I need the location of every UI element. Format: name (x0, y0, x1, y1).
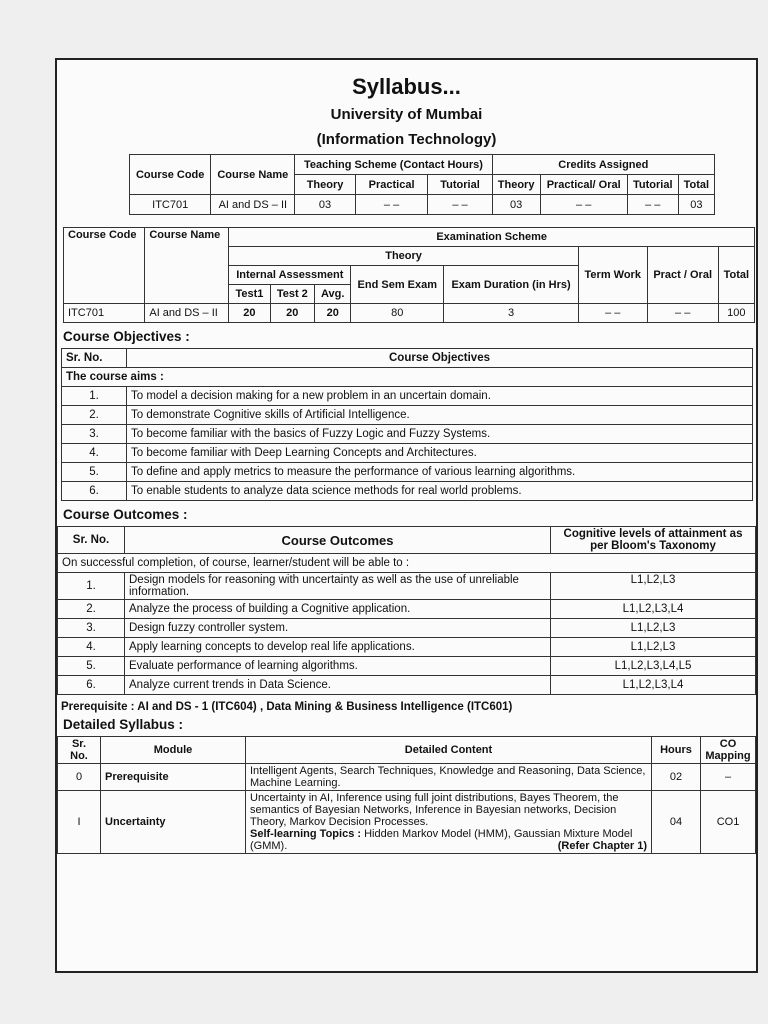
course-outcomes-heading: Course Outcomes : (63, 507, 188, 522)
outcome-level: L1,L2,L3 (551, 573, 756, 600)
objective-no: 1. (62, 387, 127, 406)
list-item (62, 406, 753, 425)
th-cognitive-levels: Cognitive levels of attainment as per Bloom's Taxonomy (551, 527, 756, 554)
outcome-text: Apply learning concepts to develop real life applications. (125, 638, 551, 657)
th-total: Total (718, 247, 754, 304)
cell-test2: 20 (270, 304, 315, 323)
th-credit-tutorial: Tutorial (627, 175, 678, 195)
module-co: CO1 (701, 791, 756, 854)
objective-text: To become familiar with Deep Learning Concepts and Architectures. (127, 444, 753, 463)
outcome-text: Analyze current trends in Data Science. (125, 676, 551, 695)
teaching-scheme-table (129, 154, 715, 215)
objective-no: 4. (62, 444, 127, 463)
th-exam-scheme: Examination Scheme (229, 228, 755, 247)
outcome-text: Analyze the process of building a Cognitive application. (125, 600, 551, 619)
cell-avg: 20 (315, 304, 351, 323)
outcomes-intro: On successful completion, of course, learner/student will be able to : (58, 554, 756, 573)
list-item (58, 657, 756, 676)
th-tutorial: Tutorial (428, 175, 492, 195)
detailed-syllabus-heading: Detailed Syllabus : (63, 717, 184, 732)
self-learning-label: Self-learning Topics : (250, 828, 362, 840)
objective-text: To enable students to analyze data science methods for real world problems. (127, 482, 753, 501)
outcome-no: 1. (58, 573, 125, 600)
list-item (62, 482, 753, 501)
department-name: (Information Technology) (316, 131, 497, 148)
th-credit-theory: Theory (492, 175, 540, 195)
objective-no: 6. (62, 482, 127, 501)
cell-credit-tutorial: – – (627, 195, 678, 215)
list-item (58, 638, 756, 657)
list-item (62, 444, 753, 463)
outcome-level: L1,L2,L3 (551, 638, 756, 657)
th-course-code: Course Code (64, 228, 145, 304)
th-duration: Exam Duration (in Hrs) (444, 266, 579, 304)
cell-practical: – – (355, 195, 428, 215)
th-test2: Test 2 (270, 285, 315, 304)
module-name: Prerequisite (101, 764, 246, 791)
th-teaching-scheme: Teaching Scheme (Contact Hours) (295, 155, 492, 175)
th-term-work: Term Work (578, 247, 647, 304)
outcome-level: L1,L2,L3 (551, 619, 756, 638)
cell-code: ITC701 (64, 304, 145, 323)
outcome-level: L1,L2,L3,L4 (551, 600, 756, 619)
outcome-text: Design fuzzy controller system. (125, 619, 551, 638)
objective-no: 2. (62, 406, 127, 425)
th-course-code: Course Code (130, 155, 211, 195)
objective-text: To demonstrate Cognitive skills of Artificial Intelligence. (127, 406, 753, 425)
th-sr-no: Sr. No. (62, 349, 127, 368)
th-credits-assigned: Credits Assigned (492, 155, 714, 175)
th-credit-total: Total (678, 175, 714, 195)
self-learning-text: Hidden Markov Model (HMM), Gaussian Mixture Model (GMM). (250, 828, 633, 852)
module-content-cell (246, 791, 652, 854)
cell-total: 100 (718, 304, 754, 323)
examination-scheme-table (63, 227, 755, 323)
cell-end-sem: 80 (351, 304, 444, 323)
th-module: Module (101, 737, 246, 764)
cell-duration: 3 (444, 304, 579, 323)
list-item (62, 387, 753, 406)
refer-chapter: (Refer Chapter 1) (557, 840, 647, 852)
cell-name: AI and DS – II (211, 195, 295, 215)
th-avg: Avg. (315, 285, 351, 304)
th-course-name: Course Name (211, 155, 295, 195)
cell-tutorial: – – (428, 195, 492, 215)
th-sr-no: Sr. No. (58, 737, 101, 764)
th-course-objectives: Course Objectives (127, 349, 753, 368)
th-sr-no: Sr. No. (58, 527, 125, 554)
outcome-no: 2. (58, 600, 125, 619)
outcome-level: L1,L2,L3,L4 (551, 676, 756, 695)
objective-no: 5. (62, 463, 127, 482)
table-row (64, 304, 755, 323)
course-objectives-heading: Course Objectives : (63, 329, 190, 344)
module-content: Intelligent Agents, Search Techniques, Knowledge and Reasoning, Data Science, Machine Learning. (246, 764, 652, 791)
th-practical: Practical (355, 175, 428, 195)
list-item (58, 600, 756, 619)
outcome-no: 5. (58, 657, 125, 676)
th-credit-practical-oral: Practical/ Oral (540, 175, 627, 195)
module-no: I (58, 791, 101, 854)
objective-text: To define and apply metrics to measure the performance of various learning algorithms. (127, 463, 753, 482)
th-course-name: Course Name (145, 228, 229, 304)
th-detailed-content: Detailed Content (246, 737, 652, 764)
module-hours: 04 (652, 791, 701, 854)
university-name: University of Mumbai (330, 106, 483, 123)
cell-code: ITC701 (130, 195, 211, 215)
th-course-outcomes: Course Outcomes (125, 527, 551, 554)
list-item (62, 463, 753, 482)
th-hours: Hours (652, 737, 701, 764)
module-content: Uncertainty in AI, Inference using full joint distributions, Bayes Theorem, the semantics of Bayesian Networks, Inference in Bayesian networks, Decision Theory, Markov Decision Processes. (250, 792, 619, 828)
detailed-syllabus-table (57, 736, 756, 854)
cell-credit-practical: – – (540, 195, 627, 215)
syllabus-page (55, 58, 758, 973)
outcome-text: Design models for reasoning with uncertainty as well as the use of unreliable information. (125, 573, 551, 600)
outcome-no: 3. (58, 619, 125, 638)
cell-term-work: – – (578, 304, 647, 323)
module-no: 0 (58, 764, 101, 791)
table-row (130, 195, 715, 215)
th-internal-assessment: Internal Assessment (229, 266, 351, 285)
table-row (58, 791, 756, 854)
cell-credit-total: 03 (678, 195, 714, 215)
th-test1: Test1 (229, 285, 270, 304)
prerequisite-line: Prerequisite : AI and DS - 1 (ITC604) , Data Mining & Business Intelligence (ITC601) (61, 701, 513, 713)
outcome-no: 6. (58, 676, 125, 695)
objective-text: To become familiar with the basics of Fuzzy Logic and Fuzzy Systems. (127, 425, 753, 444)
objectives-intro: The course aims : (62, 368, 753, 387)
th-theory: Theory (295, 175, 355, 195)
objective-no: 3. (62, 425, 127, 444)
list-item (62, 425, 753, 444)
course-outcomes-table (57, 526, 756, 695)
list-item (58, 619, 756, 638)
objective-text: To model a decision making for a new problem in an uncertain domain. (127, 387, 753, 406)
outcome-text: Evaluate performance of learning algorithms. (125, 657, 551, 676)
table-row (58, 764, 756, 791)
list-item (58, 676, 756, 695)
th-theory: Theory (229, 247, 579, 266)
cell-pract-oral: – – (647, 304, 718, 323)
th-co-mapping: CO Mapping (701, 737, 756, 764)
module-co: – (701, 764, 756, 791)
self-learning (250, 828, 647, 852)
th-pract-oral: Pract / Oral (647, 247, 718, 304)
th-end-sem: End Sem Exam (351, 266, 444, 304)
cell-name: AI and DS – II (145, 304, 229, 323)
cell-test1: 20 (229, 304, 270, 323)
outcome-no: 4. (58, 638, 125, 657)
cell-theory: 03 (295, 195, 355, 215)
cell-credit-theory: 03 (492, 195, 540, 215)
module-hours: 02 (652, 764, 701, 791)
page-title: Syllabus... (352, 74, 461, 99)
course-objectives-table (61, 348, 753, 501)
outcome-level: L1,L2,L3,L4,L5 (551, 657, 756, 676)
module-name: Uncertainty (101, 791, 246, 854)
list-item (58, 573, 756, 600)
